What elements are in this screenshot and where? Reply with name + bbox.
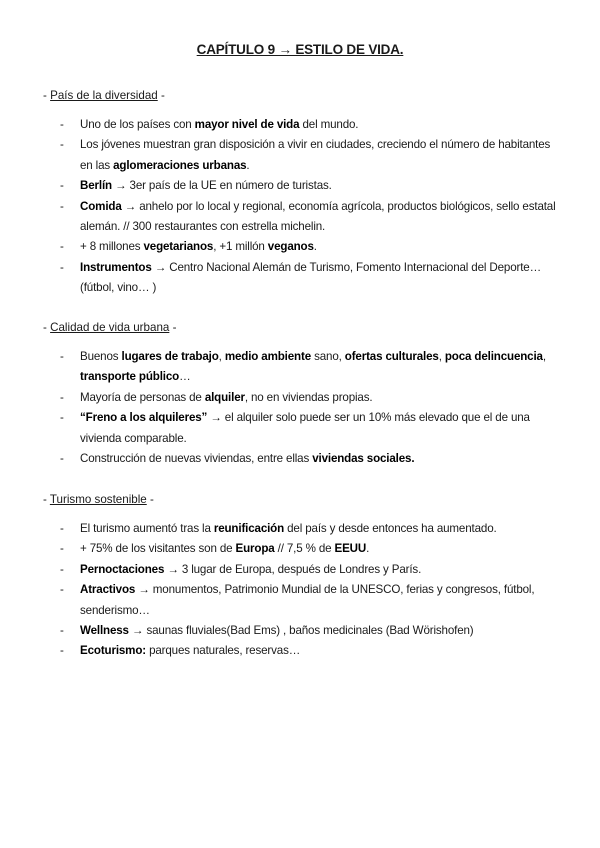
bullet-dash: - bbox=[60, 624, 64, 638]
heading-pre: - bbox=[43, 493, 50, 506]
bullet-list bbox=[43, 519, 563, 662]
list-item bbox=[43, 449, 563, 469]
page-title: CAPÍTULO 9 → ESTILO DE VIDA. bbox=[196, 42, 404, 57]
text: Centro Nacional Alemán de Turismo, Fomento Internacional del Deporte… (fútbol, vino… ) bbox=[80, 260, 542, 295]
text: Uno de los países con bbox=[80, 118, 195, 131]
section-heading bbox=[43, 492, 154, 508]
bullet-dash: - bbox=[60, 542, 64, 556]
list-item bbox=[43, 135, 563, 176]
heading-text: Turismo sostenible bbox=[49, 493, 147, 506]
text: , no en viviendas propias. bbox=[244, 390, 373, 404]
text: Buenos bbox=[80, 350, 122, 363]
list-item bbox=[43, 519, 563, 539]
bold-text: mayor nivel de vida bbox=[194, 118, 300, 131]
text: parques naturales, reservas… bbox=[146, 644, 301, 658]
bold-text: lugares de trabajo bbox=[121, 350, 219, 363]
text: . bbox=[366, 542, 370, 556]
bold-text: aglomeraciones urbanas bbox=[113, 158, 247, 172]
heading-post: - bbox=[169, 321, 177, 334]
bullet-dash: - bbox=[60, 452, 64, 466]
list-item bbox=[43, 197, 563, 238]
text: . bbox=[246, 158, 250, 172]
bullet-dash: - bbox=[60, 199, 64, 213]
bold-text: Atractivos → bbox=[80, 583, 150, 597]
bold-text: Wellness → bbox=[80, 624, 144, 638]
section-heading bbox=[43, 88, 165, 104]
heading-pre: - bbox=[43, 89, 51, 102]
text: // 7,5 % de bbox=[274, 542, 335, 556]
bold-text: transporte público bbox=[80, 370, 180, 384]
text: … bbox=[179, 370, 191, 384]
list-item bbox=[43, 641, 563, 661]
bold-text: viviendas sociales. bbox=[312, 452, 415, 466]
bullet-dash: - bbox=[60, 118, 64, 131]
text: 3 lugar de Europa, después de Londres y París. bbox=[178, 562, 422, 576]
bold-text: poca delincuencia bbox=[444, 350, 543, 363]
text: Mayoría de personas de bbox=[80, 390, 205, 404]
text: Los jóvenes muestran gran disposición a vivir en ciudades, creciendo el número de habitantes en las bbox=[80, 138, 551, 172]
bullet-dash: - bbox=[60, 350, 64, 363]
bold-text: EEUU bbox=[334, 542, 367, 556]
text: , bbox=[542, 350, 546, 363]
text: Construcción de nuevas viviendas, entre ellas bbox=[80, 452, 313, 466]
text: el alquiler solo puede ser un 10% más elevado que el de una vivienda comparable. bbox=[80, 411, 530, 445]
bold-text: Pernoctaciones → bbox=[80, 562, 179, 576]
text: , bbox=[218, 350, 225, 363]
heading-pre: - bbox=[43, 321, 51, 334]
bold-text: Berlín → bbox=[80, 179, 127, 193]
bullet-dash: - bbox=[60, 522, 64, 535]
list-item bbox=[43, 115, 563, 135]
list-item bbox=[43, 580, 563, 621]
text: , +1 millón bbox=[213, 240, 268, 254]
bold-text: Instrumentos → bbox=[80, 260, 167, 274]
bullet-dash: - bbox=[60, 562, 64, 576]
list-item bbox=[43, 176, 563, 196]
bullet-dash: - bbox=[60, 583, 64, 597]
section-heading bbox=[43, 320, 176, 336]
bullet-dash: - bbox=[60, 644, 64, 658]
bold-text: alquiler bbox=[204, 390, 245, 404]
text: + 8 millones bbox=[80, 240, 144, 254]
text: anhelo por lo local y regional, economía agrícola, productos biológicos, sello estatal alemán. // 300 restaurantes con estrella michelin. bbox=[80, 199, 556, 234]
bullet-dash: - bbox=[60, 138, 64, 152]
bold-text: reunificación bbox=[213, 522, 285, 535]
bold-text: Ecoturismo: bbox=[80, 644, 146, 658]
bold-text: Comida → bbox=[80, 199, 137, 213]
text: monumentos, Patrimonio Mundial de la UNESCO, ferias y congresos, fútbol, senderismo… bbox=[80, 583, 535, 617]
bullet-dash: - bbox=[60, 240, 64, 254]
list-item bbox=[43, 388, 563, 408]
bullet-dash: - bbox=[60, 390, 64, 404]
bold-text: Europa bbox=[235, 542, 275, 556]
bold-text: “Freno a los alquileres” → bbox=[80, 411, 222, 425]
text: + 75% de los visitantes son de bbox=[80, 542, 236, 556]
list-item bbox=[43, 539, 563, 559]
bullet-list bbox=[43, 347, 563, 469]
heading-text: Calidad de vida urbana bbox=[50, 321, 170, 334]
bold-text: veganos bbox=[267, 240, 314, 254]
text: sano, bbox=[311, 350, 345, 363]
text: 3er país de la UE en número de turistas. bbox=[126, 179, 332, 193]
bold-text: medio ambiente bbox=[224, 350, 311, 363]
list-item bbox=[43, 408, 563, 449]
bullet-dash: - bbox=[60, 411, 64, 425]
text: saunas fluviales(Bad Ems) , baños medicinales (Bad Wörishofen) bbox=[143, 624, 474, 638]
heading-text: País de la diversidad bbox=[50, 89, 158, 102]
text: El turismo aumentó tras la bbox=[80, 522, 214, 535]
bold-text: vegetarianos bbox=[143, 240, 214, 254]
heading-post: - bbox=[146, 493, 154, 506]
text: del país y desde entonces ha aumentado. bbox=[284, 522, 497, 535]
list-item bbox=[43, 258, 563, 299]
bullet-dash: - bbox=[60, 260, 64, 274]
bullet-list bbox=[43, 115, 563, 299]
list-item bbox=[43, 347, 563, 388]
list-item bbox=[43, 237, 563, 257]
list-item bbox=[43, 621, 563, 641]
bullet-dash: - bbox=[60, 179, 64, 193]
text: del mundo. bbox=[299, 118, 359, 131]
heading-post: - bbox=[157, 89, 165, 102]
text: , bbox=[438, 350, 445, 363]
text: . bbox=[313, 240, 317, 254]
list-item bbox=[43, 560, 563, 580]
bold-text: ofertas culturales bbox=[344, 350, 439, 363]
